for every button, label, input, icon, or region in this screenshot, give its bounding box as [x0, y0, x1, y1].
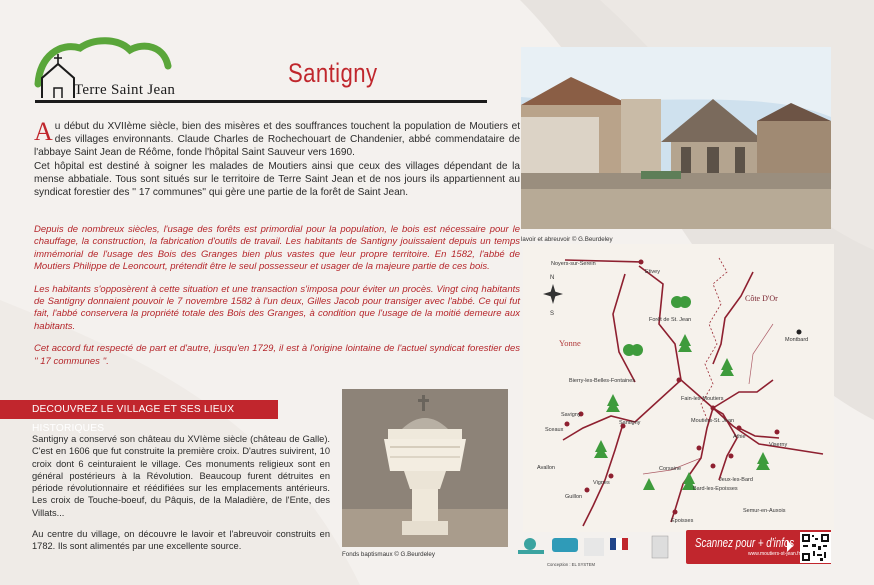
- place-savigny: Savigny: [561, 412, 581, 418]
- village-text: [32, 433, 330, 562]
- play-arrow-icon: [787, 540, 793, 552]
- place-guillon: Guillon: [565, 494, 583, 500]
- intro-paragraph-2: Cet hôpital est destiné à soigner les malades de Moutiers ainsi que ceux des villages dépendant de la mense abbatiale. Tous sont situés sur le territoire de Terre Saint Jean et de nos jours ils appartiennent au syndicat forestier des '' 17 communes'' qui gère une partie de la forêt de Saint Jean.: [34, 160, 520, 199]
- intro-paragraph-1: u début du XVIIème siècle, bien des misères et des souffrances touchent la population de Moutiers et des villages environnants. Claude Charles de Rochechouart de Chandenier, abbé commendataire de l'abbaye Saint Jean de Réôme, fonde l'hôpital Saint Sauveur vers 1690.: [34, 121, 520, 159]
- place-montbard: Montbard: [785, 337, 809, 343]
- compass-s: S: [550, 311, 555, 317]
- history-paragraph-3: Cet accord fut respecté de part et d'autre, jusqu'en 1729, il est à l'origine lointaine de l'actuel syndicat forestier des '' 17 communes ''.: [34, 343, 520, 367]
- map: [523, 244, 834, 532]
- scan-title: Scannez pour + d'infos: [695, 536, 795, 550]
- lavoir-photo: [521, 47, 831, 229]
- qr-code[interactable]: [800, 532, 831, 563]
- place-fain: Fain-les-Moutiers: [681, 396, 724, 402]
- place-etivey: Etivey: [645, 269, 660, 275]
- section-banner: DECOUVREZ LE VILLAGE ET SES LIEUX HISTORIQUES: [0, 400, 278, 419]
- village-paragraph-1: Santigny a conservé son château du XVIème siècle (château de Galle). C'est en 1606 que fut construite la première croix. D'autres suivirent, 10 croix dont 6 ceinturaient le village. Ces monuments religieux sont en général postérieurs à la Révolution. Beaucoup furent détruites en période révolutionnaire et réédifiées sur les emplacements antérieurs. Les croix de Touche-boeuf, du Pâquis, de la Maladière, de l'Ente, des Villats...: [32, 434, 330, 518]
- place-viserny: Viserny: [769, 442, 788, 448]
- design-credit: Conception : EL SYSTEM: [547, 562, 596, 567]
- place-vignes: Vignes: [593, 480, 610, 486]
- forest-label: Forêt de St. Jean: [649, 317, 692, 323]
- scan-url: www.moutiers-st-jean.fr: [748, 551, 801, 557]
- place-epoisses: Epoisses: [671, 518, 694, 524]
- place-jeux: Jeux-les-Bard: [719, 477, 753, 483]
- lavoir-photo-caption: lavoir et abreuvoir © G.Beurdeley: [521, 236, 613, 243]
- place-sceaux: Sceaux: [545, 427, 564, 433]
- region-cote-dor: Côte D'Or: [745, 294, 778, 303]
- intro-text: [34, 117, 520, 199]
- header-rule: [35, 100, 487, 103]
- logo-text: Terre Saint Jean: [74, 82, 176, 98]
- history-text: [34, 224, 520, 378]
- place-corsaine: Corsaine: [659, 466, 682, 472]
- place-bard: Bard-les-Epoisses: [693, 486, 738, 492]
- village-paragraph-2: Au centre du village, on découvre le lavoir et l'abreuvoir construits en 1782. Ils sont alimentés par une excellente source.: [32, 529, 330, 552]
- font-photo-caption: Fonds baptismaux © G.Beurdeley: [342, 551, 435, 558]
- history-paragraph-1: Depuis de nombreux siècles, l'usage des forêts est primordial pour la population, le bois est nécessaire pour le chauffage, la construction, la fabrication d'outils de travail. Les habitants de Santigny jouissaient depuis un temps immémorial de l'usage des Bois des Granges bien plus vastes que leur propre territoire. En 1582, l'abbé de Moutiers Philippe de Leoncourt, prétendit être le seul possesseur et usager de la majeure partie de ces bois.: [34, 224, 520, 273]
- arrow-noyers: Noyers-sur-Serein: [551, 261, 596, 267]
- dropcap: A: [34, 117, 53, 146]
- place-athie: Athie: [733, 434, 746, 440]
- place-santigny: Santigny: [619, 420, 641, 426]
- baptismal-font-photo: [342, 389, 508, 547]
- arrow-avallon: Avallon: [537, 465, 555, 471]
- compass-n: N: [550, 275, 555, 281]
- place-moutiers: Moutiers-St. Jean: [691, 418, 735, 424]
- partner-logos: [512, 532, 682, 562]
- history-paragraph-2: Les habitants s'opposèrent à cette situation et une transaction s'imposa pour éviter un procès. Vingt cinq habitants de Santigny donnaient pouvoir le 7 novembre 1582 à l'un deux, Gilles Jacob pour transiger avec l'abbé. Ce qui fut fait, l'abbé conservera la propriété totale des Bois des Granges, à condition que l'usage de la moitié demeure aux habitants.: [34, 283, 520, 332]
- place-bierry: Bierry-les-Belles-Fontaines: [569, 378, 636, 384]
- arrow-semur: Semur-en-Auxois: [743, 508, 786, 514]
- page-title: Santigny: [288, 58, 378, 88]
- region-yonne: Yonne: [559, 338, 581, 348]
